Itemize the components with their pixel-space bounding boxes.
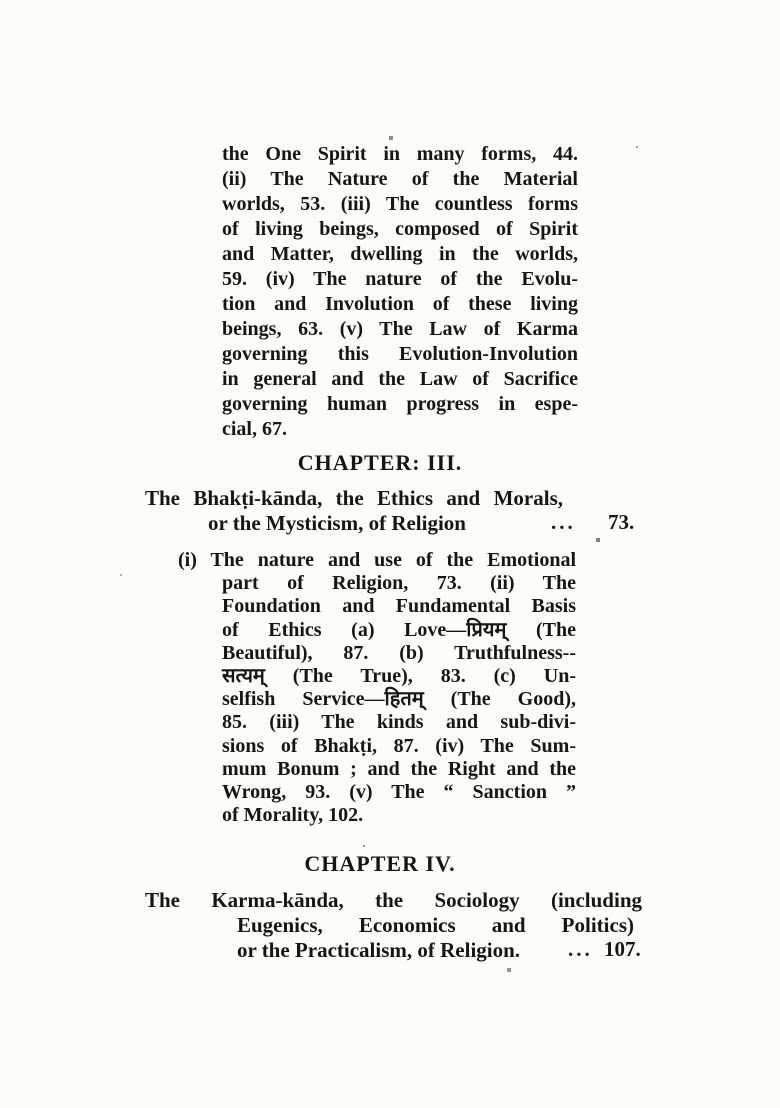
text-line: part of Religion, 73. (ii) The (222, 572, 576, 595)
text-line: of living beings, composed of Spirit (222, 218, 578, 240)
text-line: सत्यम् (The True), 83. (c) Un- (222, 665, 576, 688)
text-line: (ii) The Nature of the Material (222, 168, 578, 190)
text-line: (i) The nature and use of the Emotional (178, 549, 576, 571)
text-line: 59. (iv) The nature of the Evolu- (222, 268, 578, 290)
text-line: worlds, 53. (iii) The countless forms (222, 193, 578, 215)
text-line: Beautiful), 87. (b) Truthfulness-- (222, 641, 576, 664)
chapter-iv-page-number: 107. (604, 937, 641, 961)
chapter-iii-entry (145, 486, 563, 536)
text-line: sions of Bhakṭi, 87. (iv) The Sum- (222, 734, 576, 757)
text-line: 85. (iii) The kinds and sub-divi- (222, 711, 576, 734)
chapter-iii-title-line: The Bhakṭi-kānda, the Ethics and Morals, (145, 486, 563, 510)
chapter-iv-heading: CHAPTER IV. (304, 851, 456, 876)
text-line: governing this Evolution-Involution (222, 343, 578, 365)
text-line: in general and the Law of Sacrifice (222, 368, 578, 390)
chapter-iii-heading: CHAPTER: III. (297, 450, 463, 475)
text-line: beings, 63. (v) The Law of Karma (222, 318, 578, 340)
chapter-iii-leader-dots: ... (551, 510, 576, 534)
toc-continuation-paragraph (222, 142, 578, 442)
chapter-iv-title-line: Eugenics, Economics and Politics) (237, 913, 634, 937)
text-line: of Ethics (a) Love—प्रियम् (The (222, 618, 576, 641)
text-line: the One Spirit in many forms, 44. (222, 143, 578, 165)
chapter-iii-title-line: or the Mysticism, of Religion (208, 511, 466, 535)
chapter-iv-title-line: or the Practicalism, of Religion. (237, 938, 521, 962)
text-line: cial, 67. (222, 418, 287, 440)
text-line: of Morality, 102. (222, 804, 364, 827)
chapter-iv-title-line: The Karma-kānda, the Sociology (including (145, 888, 642, 912)
text-line: Wrong, 93. (v) The “ Sanction ” (222, 781, 576, 804)
chapter-iii-subtopics-paragraph (178, 549, 576, 827)
text-line: selfish Service—हितम् (The Good), (222, 688, 576, 711)
text-line: governing human progress in espe- (222, 393, 578, 415)
text-line: mum Bonum ; and the Right and the (222, 757, 576, 780)
text-line: and Matter, dwelling in the worlds, (222, 243, 578, 265)
text-line: tion and Involution of these living (222, 293, 578, 315)
scan-speckles (0, 0, 2, 2)
text-line: Foundation and Fundamental Basis (222, 595, 576, 618)
chapter-iv-leader-dots: ... (568, 937, 593, 961)
chapter-iii-page-number: 73. (608, 510, 635, 534)
